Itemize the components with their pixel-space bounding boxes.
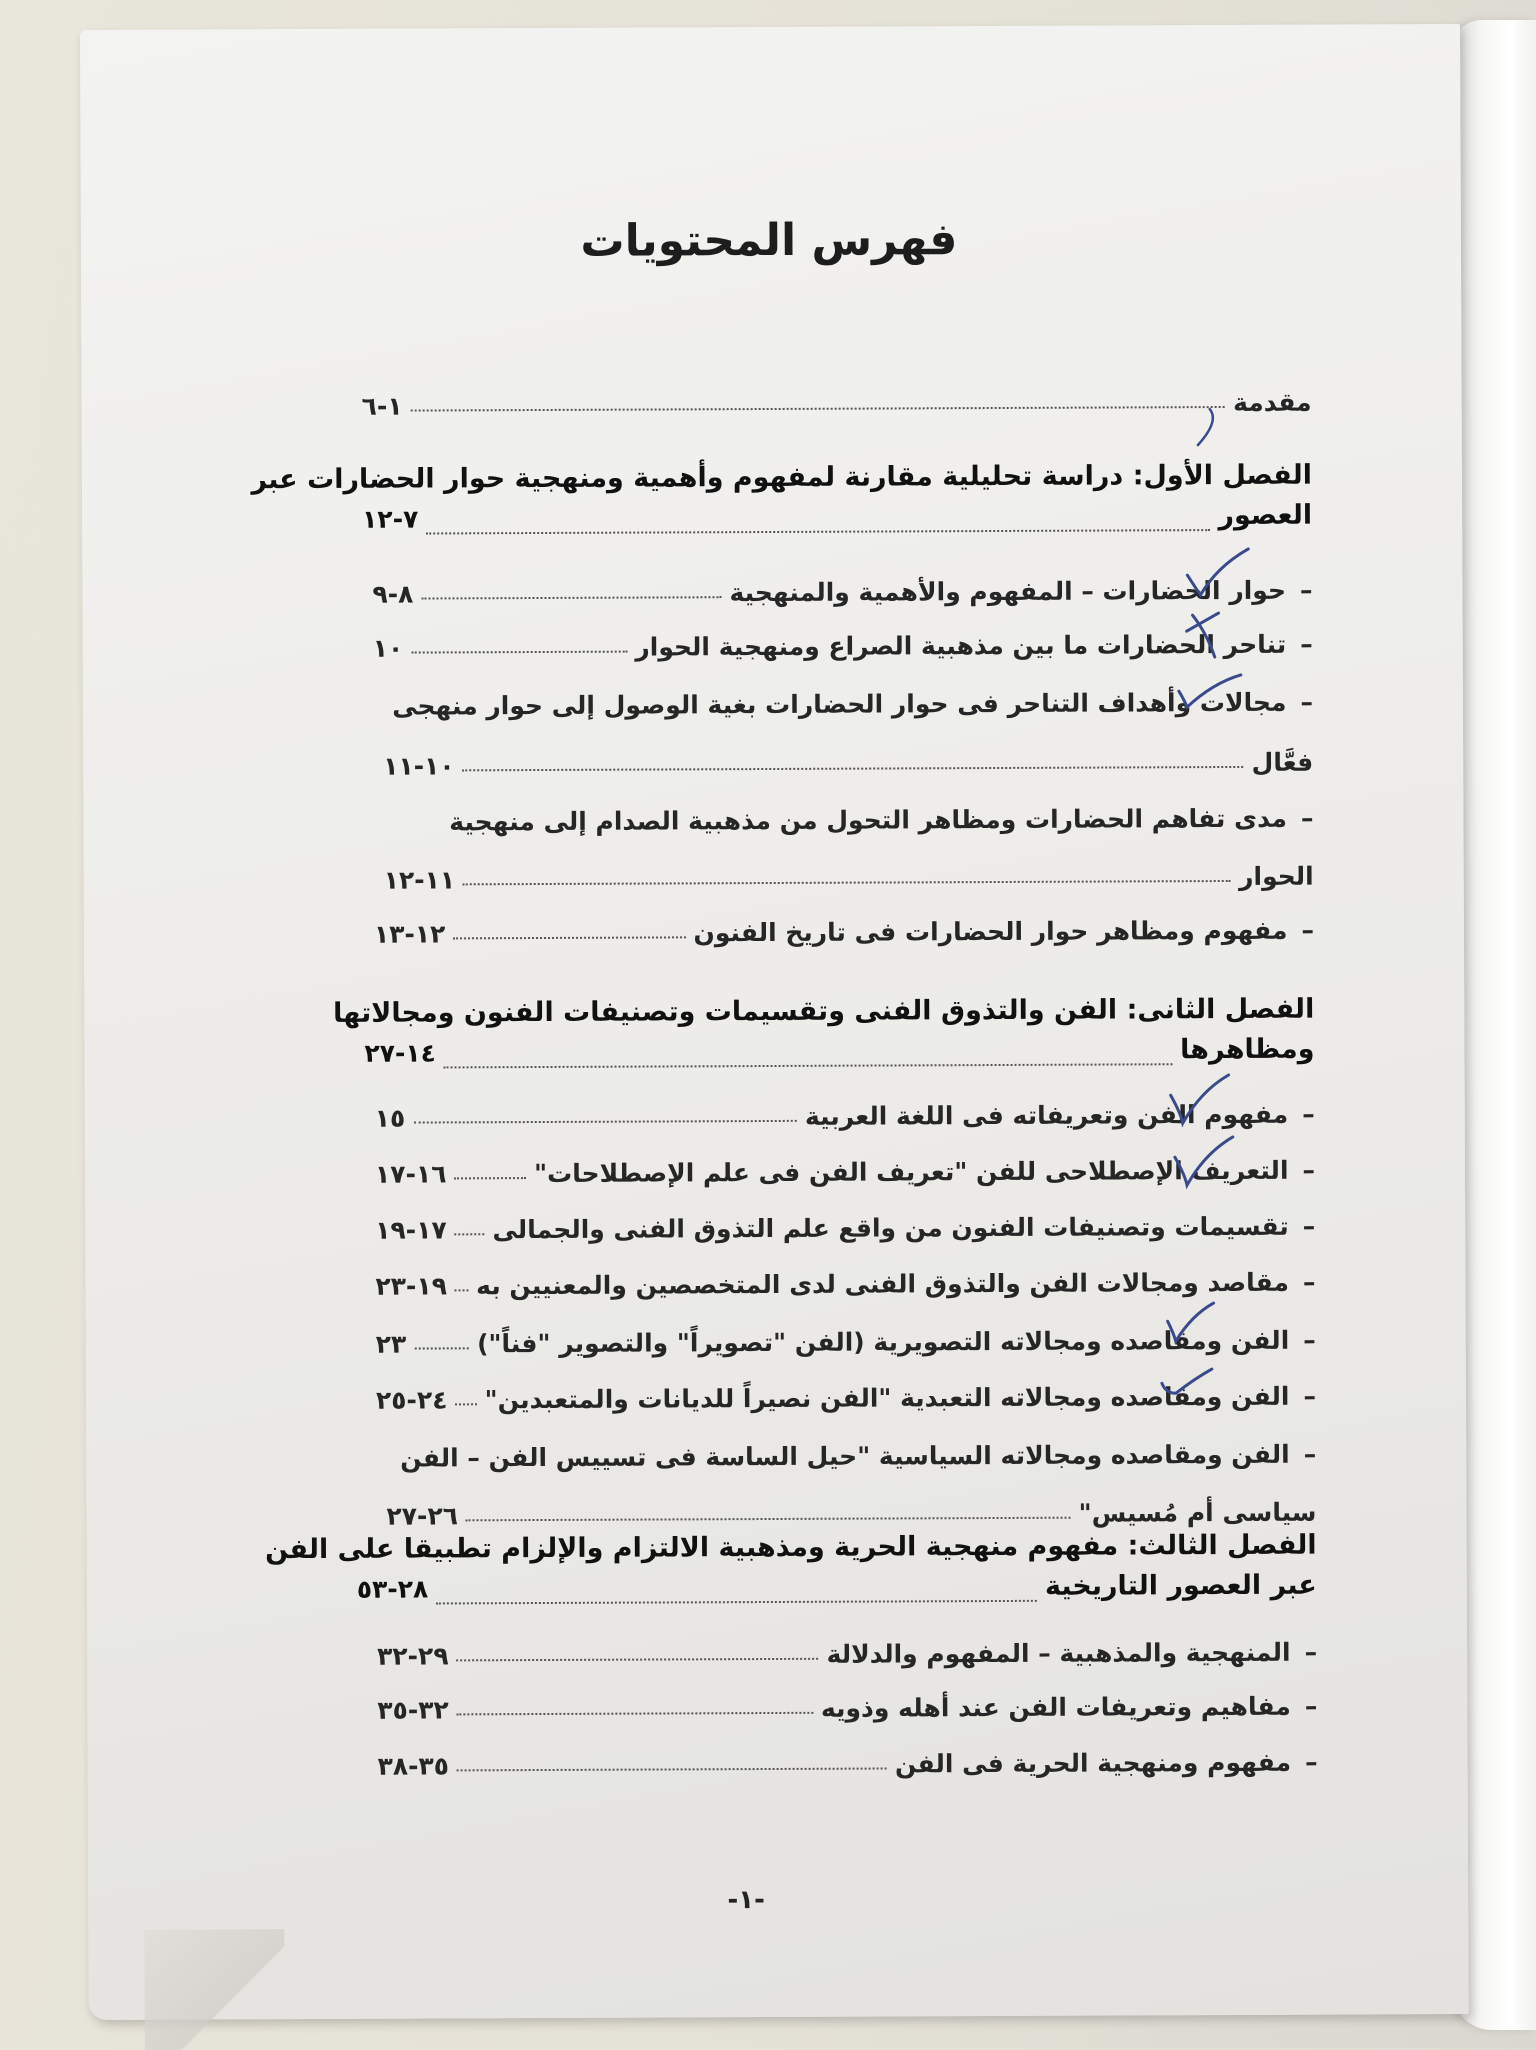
dot-leader <box>454 1176 526 1179</box>
bullet-dash: – <box>1299 575 1313 605</box>
entry-text: المنهجية والمذهبية – المفهوم والدلالة <box>826 1637 1291 1669</box>
bullet-dash: – <box>1304 1691 1318 1721</box>
toc-chapter-1 <box>251 449 1313 547</box>
entry-pages: ٨-٩ <box>372 579 414 609</box>
toc-entry-2-3 <box>375 1201 1315 1245</box>
chapter-title-line2: ومظاهرها <box>1180 1033 1315 1066</box>
entry-text: مفهوم ومظاهر حوار الحضارات فى تاريخ الفنون <box>693 915 1288 948</box>
entry-pages: ١٠-١١ <box>383 751 455 781</box>
dot-leader <box>414 1346 469 1349</box>
entry-text: مفهوم الفن وتعريفاته فى اللغة العربية <box>804 1099 1289 1131</box>
dot-leader <box>457 1711 813 1716</box>
entry-text: مقاصد ومجالات الفن والتذوق الفنى لدى المتخصصين والمعنيين به <box>476 1267 1290 1301</box>
dot-leader <box>455 1232 485 1235</box>
document-page <box>80 24 1469 2020</box>
handwritten-check-icon <box>1169 1131 1239 1191</box>
entry-pages: ٢٩-٣٢ <box>377 1641 449 1671</box>
chapter-title-line1: دراسة تحليلية مقارنة لمفهوم وأهمية ومنهجية حوار الحضارات عبر <box>251 460 1124 496</box>
dot-leader <box>463 879 1231 885</box>
bullet-dash: – <box>1304 1637 1318 1667</box>
dot-leader <box>457 1766 887 1771</box>
entry-pages: ١١-١٢ <box>383 865 456 895</box>
toc-entry-1-3-line2 <box>383 737 1313 781</box>
toc-entry-3-3 <box>377 1737 1317 1781</box>
toc-entry-1-4-line1 <box>373 793 1313 837</box>
chapter-title-line1: الفن والتذوق الفنى وتقسيمات وتصنيفات الفنون ومجالاتها <box>333 994 1118 1029</box>
chapter-label: الفصل الأول: <box>1132 459 1313 492</box>
toc-entry-1-4-line2 <box>384 851 1314 895</box>
entry-pages: ١٦-١٧ <box>374 1159 447 1189</box>
toc-entry-intro <box>362 377 1312 421</box>
entry-pages: ١٢-١٣ <box>373 919 446 949</box>
entry-text: تناحر الحضارات ما بين مذهبية الصراع ومنهجية الحوار <box>635 629 1287 662</box>
entry-text-cont: سياسى أم مُسيس" <box>1078 1497 1317 1528</box>
entry-pages: ٢٤-٢٥ <box>375 1385 448 1415</box>
bullet-dash: – <box>1300 803 1314 833</box>
entry-pages: ١٧-١٩ <box>375 1215 447 1245</box>
bullet-dash: – <box>1300 629 1313 659</box>
entry-pages: ٢٨-٥٣ <box>356 1574 429 1604</box>
toc-entry-3-1 <box>377 1627 1317 1671</box>
handwritten-check-icon <box>1182 545 1252 605</box>
dot-leader <box>463 765 1244 771</box>
chapter-title-line2: العصور <box>1218 499 1313 532</box>
toc-entry-1-1 <box>372 565 1312 609</box>
bullet-dash: – <box>1305 1747 1318 1777</box>
entry-text: مقدمة <box>1233 387 1312 417</box>
entry-text: الفن ومقاصده ومجالاته التعبدية "الفن نصيراً للديانات والمتعبدين" <box>484 1381 1290 1415</box>
bullet-dash: – <box>1302 1155 1316 1185</box>
entry-pages: ٢٦-٢٧ <box>386 1501 459 1531</box>
bullet-dash: – <box>1300 687 1314 717</box>
handwritten-check-icon <box>1156 1363 1216 1403</box>
entry-text: تقسيمات وتصنيفات الفنون من واقع علم التذوق الفنى والجمالى <box>492 1211 1289 1245</box>
dot-leader <box>453 935 685 939</box>
bullet-dash: – <box>1301 915 1315 945</box>
entry-pages: ٧-١٢ <box>362 504 419 534</box>
toc-entry-1-2 <box>373 619 1313 663</box>
bullet-dash: – <box>1302 1099 1315 1129</box>
toc-chapter-3 <box>265 1519 1317 1617</box>
page-title: فهرس المحتويات <box>580 214 958 267</box>
entry-pages: ١٩-٢٣ <box>375 1271 447 1301</box>
handwritten-check-icon <box>1165 1069 1235 1129</box>
entry-text: مفهوم ومنهجية الحرية فى الفن <box>894 1747 1292 1779</box>
entry-text: مدى تفاهم الحضارات ومظاهر التحول من مذهبية الصدام إلى منهجية <box>449 803 1288 837</box>
dot-leader <box>426 528 1210 534</box>
entry-text: مجالات وأهداف التناحر فى حوار الحضارات بغية الوصول إلى حوار منهجى <box>392 687 1287 721</box>
bullet-dash: – <box>1303 1381 1317 1411</box>
handwritten-check-icon <box>1173 661 1243 721</box>
entry-text: حوار الحضارات – المفهوم والأهمية والمنهجية <box>729 575 1287 608</box>
dot-leader <box>411 405 1226 412</box>
entry-text: مفاهيم وتعريفات الفن عند أهله وذويه <box>820 1691 1291 1723</box>
chapter-label: الفصل الثانى: <box>1126 993 1315 1026</box>
toc-entry-1-5 <box>374 905 1314 949</box>
toc-chapter-2 <box>333 983 1315 1081</box>
dot-leader <box>455 1288 468 1291</box>
entry-pages: ١٥ <box>374 1103 406 1133</box>
dot-leader <box>457 1657 819 1662</box>
toc-entry-2-4 <box>375 1257 1315 1301</box>
entry-text-cont: فعَّال <box>1251 747 1314 777</box>
toc-content <box>80 24 1469 2020</box>
dot-leader <box>413 1119 797 1124</box>
entry-text: الفن ومقاصده ومجالاته السياسية "حيل الساسة فى تسييس الفن – الفن <box>400 1439 1290 1473</box>
entry-text: التعريف الإصطلاحى للفن "تعريف الفن فى علم الإصطلاحات" <box>533 1155 1289 1189</box>
chapter-label: الفصل الثالث: <box>1127 1529 1317 1562</box>
entry-pages: ١٤-٢٧ <box>364 1038 436 1068</box>
dot-leader <box>421 595 721 599</box>
toc-entry-2-7-line1 <box>376 1429 1316 1473</box>
dot-leader <box>455 1402 476 1405</box>
bullet-dash: – <box>1303 1439 1317 1469</box>
handwritten-cross-icon <box>1179 603 1249 663</box>
dot-leader <box>411 650 627 654</box>
toc-entry-3-2 <box>377 1681 1317 1725</box>
entry-pages: ١-٦ <box>361 391 403 421</box>
bullet-dash: – <box>1302 1267 1316 1297</box>
entry-pages: ٢٣ <box>375 1329 407 1359</box>
entry-pages: ٣٥-٣٨ <box>377 1751 450 1781</box>
entry-text: الفن ومقاصده ومجالاته التصويرية (الفن "تصويراً" والتصوير "فناً") <box>476 1325 1290 1359</box>
entry-pages: ١٠ <box>372 633 404 663</box>
chapter-title-line2: عبر العصور التاريخية <box>1044 1569 1317 1602</box>
handwritten-check-icon <box>1162 1297 1218 1347</box>
page-number: -١- <box>727 1885 765 1916</box>
chapter-title-line1: مفهوم منهجية الحرية ومذهبية الالتزام والإلزام تطبيقا على الفن <box>265 1530 1119 1566</box>
entry-text-cont: الحوار <box>1239 861 1314 891</box>
dot-leader <box>436 1599 1037 1605</box>
dot-leader <box>444 1062 1172 1068</box>
bullet-dash: – <box>1303 1325 1316 1355</box>
handwritten-mark-icon <box>1176 405 1226 451</box>
entry-pages: ٣٢-٣٥ <box>377 1695 449 1725</box>
bullet-dash: – <box>1302 1211 1316 1241</box>
